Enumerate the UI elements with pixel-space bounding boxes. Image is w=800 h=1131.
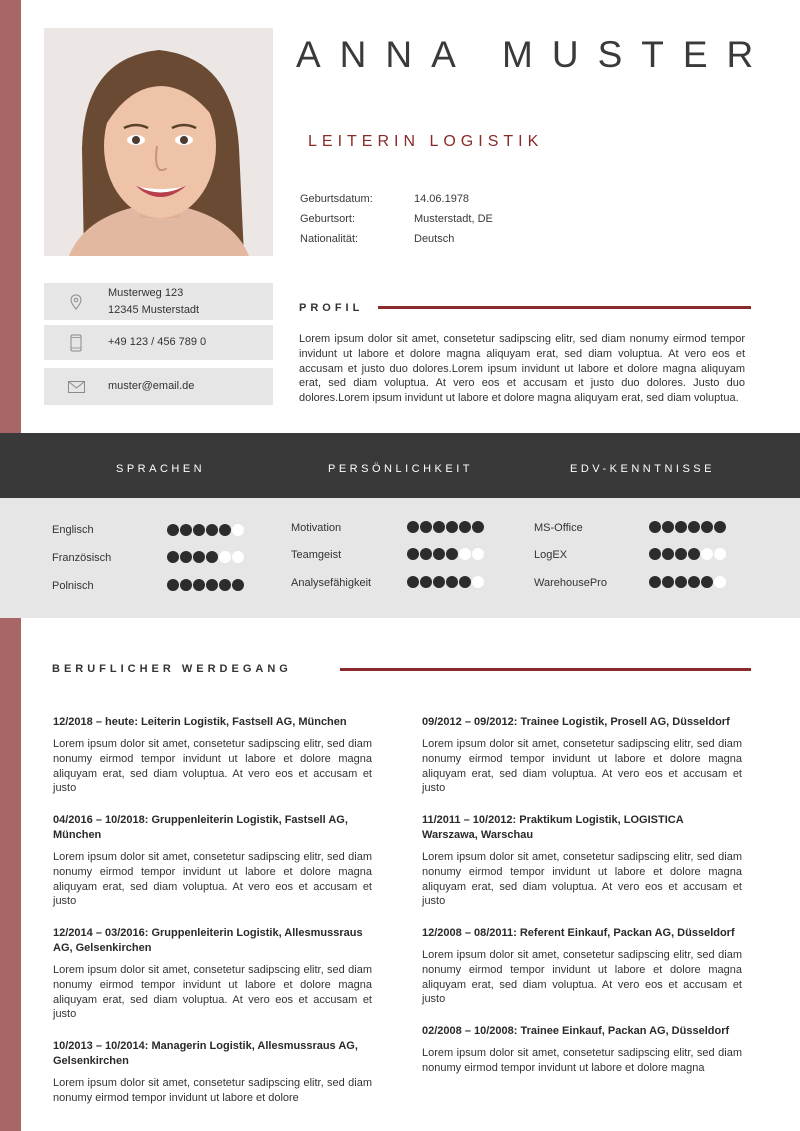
skill-rating xyxy=(407,521,484,533)
rating-dot-filled xyxy=(459,576,471,588)
rating-dot-filled xyxy=(180,551,192,563)
rating-dot-filled xyxy=(180,524,192,536)
left-accent-bar-bottom xyxy=(0,618,21,1131)
rating-dot-empty xyxy=(472,576,484,588)
career-entry-title: 02/2008 – 10/2008: Trainee Einkauf, Packan AG, Düsseldorf xyxy=(422,1025,730,1037)
career-entry-title: 12/2008 – 08/2011: Referent Einkauf, Packan AG, Düsseldorf xyxy=(422,927,735,939)
mobile-phone-icon xyxy=(44,334,108,352)
profile-heading: PROFIL xyxy=(299,302,364,314)
career-entry xyxy=(53,926,372,1022)
profile-photo xyxy=(44,28,273,256)
rating-dot-filled xyxy=(649,576,661,588)
location-pin-icon xyxy=(44,294,108,310)
job-title: LEITERIN LOGISTIK xyxy=(308,133,544,150)
rating-dot-filled xyxy=(193,579,205,591)
rating-dot-filled xyxy=(193,524,205,536)
career-entry xyxy=(53,1039,372,1106)
rating-dot-filled xyxy=(167,524,179,536)
profile-divider xyxy=(378,306,751,309)
rating-dot-filled xyxy=(167,579,179,591)
rating-dot-filled xyxy=(420,521,432,533)
career-entry xyxy=(422,813,742,909)
address-box xyxy=(44,283,273,320)
portrait-illustration xyxy=(44,28,273,256)
rating-dot-filled xyxy=(420,548,432,560)
skill-name: MS-Office xyxy=(534,522,583,534)
rating-dot-filled xyxy=(446,548,458,560)
rating-dot-filled xyxy=(407,576,419,588)
career-entry-title: 12/2014 – 03/2016: Gruppenleiterin Logistik, Allesmussraus AG, Gelsenkirchen xyxy=(53,927,363,954)
profile-text: Lorem ipsum dolor sit amet, consetetur sadipscing elitr, sed diam nonumy eirmod tempor invidunt ut labore et dolore magna aliquyam erat, sed diam voluptua. At vero eos et accusam et justo duo dolores.Lorem ipsum invidunt ut labore et dolore magna aliquyam erat, sed diam voluptua. At vero eos et accusam et justo duo dolores. Justo duo dolores.Lorem ipsum invidunt ut labore et dolore magna aliquyam erat, sed diam voluptua. xyxy=(299,333,745,405)
rating-dot-filled xyxy=(193,551,205,563)
career-entry-text: Lorem ipsum dolor sit amet, consetetur sadipscing elitr, sed diam nonumy eirmod tempor invidunt ut labore et dolore magna aliquyam erat, sed diam voluptua. At vero eos et accusam et justo xyxy=(53,738,372,795)
skill-name: Analysefähigkeit xyxy=(291,577,372,589)
skill-rating xyxy=(649,576,726,588)
rating-dot-filled xyxy=(433,576,445,588)
skill-rating xyxy=(407,576,484,588)
skill-name: LogEX xyxy=(534,549,568,561)
skill-rating xyxy=(649,548,726,560)
career-entry-title: 11/2011 – 10/2012: Praktikum Logistik, LOGISTICA Warszawa, Warschau xyxy=(422,814,684,841)
career-entry-text: Lorem ipsum dolor sit amet, consetetur sadipscing elitr, sed diam nonumy eirmod tempor invidunt ut labore et dolore magna aliquyam erat, sed diam voluptua. At vero eos et accusam et justo xyxy=(53,964,372,1021)
rating-dot-filled xyxy=(688,548,700,560)
nationality-value: Deutsch xyxy=(414,233,455,245)
career-entry-title: 12/2018 – heute: Leiterin Logistik, Fastsell AG, München xyxy=(53,716,347,728)
rating-dot-filled xyxy=(649,548,661,560)
rating-dot-filled xyxy=(662,548,674,560)
rating-dot-filled xyxy=(206,579,218,591)
nationality-row xyxy=(300,229,493,249)
skill-rating xyxy=(167,551,244,563)
skill-rating xyxy=(649,521,726,533)
skill-rating xyxy=(167,579,244,591)
rating-dot-filled xyxy=(407,521,419,533)
email-box xyxy=(44,368,273,405)
rating-dot-filled xyxy=(206,551,218,563)
rating-dot-empty xyxy=(472,548,484,560)
skill-name: Englisch xyxy=(52,524,94,536)
rating-dot-filled xyxy=(662,576,674,588)
skill-name: Polnisch xyxy=(52,580,94,592)
rating-dot-filled xyxy=(701,521,713,533)
rating-dot-empty xyxy=(701,548,713,560)
rating-dot-filled xyxy=(433,548,445,560)
career-entry-text: Lorem ipsum dolor sit amet, consetetur sadipscing elitr, sed diam nonumy eirmod tempor invidunt ut labore et dolore magna aliquyam erat, sed diam voluptua. At vero eos et accusam et justo xyxy=(53,851,372,908)
rating-dot-empty xyxy=(714,548,726,560)
personality-heading: PERSÖNLICHKEIT xyxy=(328,463,473,475)
rating-dot-filled xyxy=(675,576,687,588)
rating-dot-filled xyxy=(232,579,244,591)
skill-rating xyxy=(167,524,244,536)
left-accent-bar-top xyxy=(0,0,21,433)
rating-dot-filled xyxy=(219,524,231,536)
skill-name: Französisch xyxy=(52,552,112,564)
career-entry xyxy=(53,715,372,796)
rating-dot-empty xyxy=(714,576,726,588)
rating-dot-filled xyxy=(714,521,726,533)
rating-dot-filled xyxy=(675,521,687,533)
career-entry xyxy=(53,813,372,909)
rating-dot-filled xyxy=(420,576,432,588)
birth-date-row xyxy=(300,189,493,209)
rating-dot-filled xyxy=(219,579,231,591)
rating-dot-filled xyxy=(459,521,471,533)
rating-dot-empty xyxy=(232,524,244,536)
nationality-label: Nationalität: xyxy=(300,233,359,245)
languages-heading: SPRACHEN xyxy=(116,463,206,475)
career-entry-title: 04/2016 – 10/2018: Gruppenleiterin Logistik, Fastsell AG, München xyxy=(53,814,348,841)
it-skills-heading: EDV-KENNTNISSE xyxy=(570,463,715,475)
rating-dot-filled xyxy=(688,521,700,533)
career-entry-text: Lorem ipsum dolor sit amet, consetetur sadipscing elitr, sed diam nonumy eirmod tempor invidunt ut labore et dolore magna aliquyam erat, sed diam voluptua. At vero eos et accusam et justo xyxy=(422,738,742,795)
rating-dot-filled xyxy=(688,576,700,588)
career-entry-title: 09/2012 – 09/2012: Trainee Logistik, Prosell AG, Düsseldorf xyxy=(422,716,730,728)
rating-dot-filled xyxy=(649,521,661,533)
rating-dot-filled xyxy=(180,579,192,591)
rating-dot-filled xyxy=(446,521,458,533)
phone-number[interactable]: +49 123 / 456 789 0 xyxy=(108,336,207,348)
skills-header-band xyxy=(0,433,800,498)
birth-date-value: 14.06.1978 xyxy=(414,193,470,205)
birth-place-value: Musterstadt, DE xyxy=(414,213,493,225)
rating-dot-empty xyxy=(459,548,471,560)
rating-dot-filled xyxy=(167,551,179,563)
envelope-icon xyxy=(44,381,108,393)
career-entry-text: Lorem ipsum dolor sit amet, consetetur sadipscing elitr, sed diam nonumy eirmod tempor invidunt ut labore et dolore magna aliquyam erat, sed diam voluptua. At vero eos et accusam et justo xyxy=(422,949,742,1006)
skill-rating xyxy=(407,548,484,560)
phone-box xyxy=(44,325,273,360)
rating-dot-filled xyxy=(701,576,713,588)
career-entry xyxy=(422,715,742,796)
address-city: 12345 Musterstadt xyxy=(108,303,200,316)
career-heading: BERUFLICHER WERDEGANG xyxy=(52,663,292,675)
person-name: ANNA MUSTER xyxy=(296,34,773,75)
address-street: Musterweg 123 xyxy=(108,286,184,299)
email-address[interactable]: muster@email.de xyxy=(108,380,195,392)
skill-name: WarehousePro xyxy=(534,577,607,589)
birth-place-label: Geburtsort: xyxy=(300,213,356,225)
rating-dot-filled xyxy=(446,576,458,588)
skill-name: Motivation xyxy=(291,522,342,534)
career-entry-title: 10/2013 – 10/2014: Managerin Logistik, Allesmussraus AG, Gelsenkirchen xyxy=(53,1040,358,1067)
rating-dot-filled xyxy=(407,548,419,560)
birth-date-label: Geburtsdatum: xyxy=(300,193,373,205)
career-entry xyxy=(422,926,742,1007)
career-divider xyxy=(340,668,751,671)
career-entry xyxy=(422,1024,742,1076)
rating-dot-filled xyxy=(662,521,674,533)
rating-dot-filled xyxy=(472,521,484,533)
career-entry-text: Lorem ipsum dolor sit amet, consetetur sadipscing elitr, sed diam nonumy eirmod tempor invidunt ut labore et dolore magna xyxy=(422,1047,742,1074)
rating-dot-empty xyxy=(232,551,244,563)
rating-dot-filled xyxy=(433,521,445,533)
rating-dot-filled xyxy=(675,548,687,560)
birth-place-row xyxy=(300,209,493,229)
career-entry-text: Lorem ipsum dolor sit amet, consetetur sadipscing elitr, sed diam nonumy eirmod tempor invidunt ut labore et dolore xyxy=(53,1077,372,1104)
rating-dot-filled xyxy=(206,524,218,536)
rating-dot-empty xyxy=(219,551,231,563)
personal-details xyxy=(300,189,493,249)
skill-name: Teamgeist xyxy=(291,549,342,561)
career-entry-text: Lorem ipsum dolor sit amet, consetetur sadipscing elitr, sed diam nonumy eirmod tempor invidunt ut labore et dolore magna aliquyam erat, sed diam voluptua. At vero eos et accusam et justo xyxy=(422,851,742,908)
